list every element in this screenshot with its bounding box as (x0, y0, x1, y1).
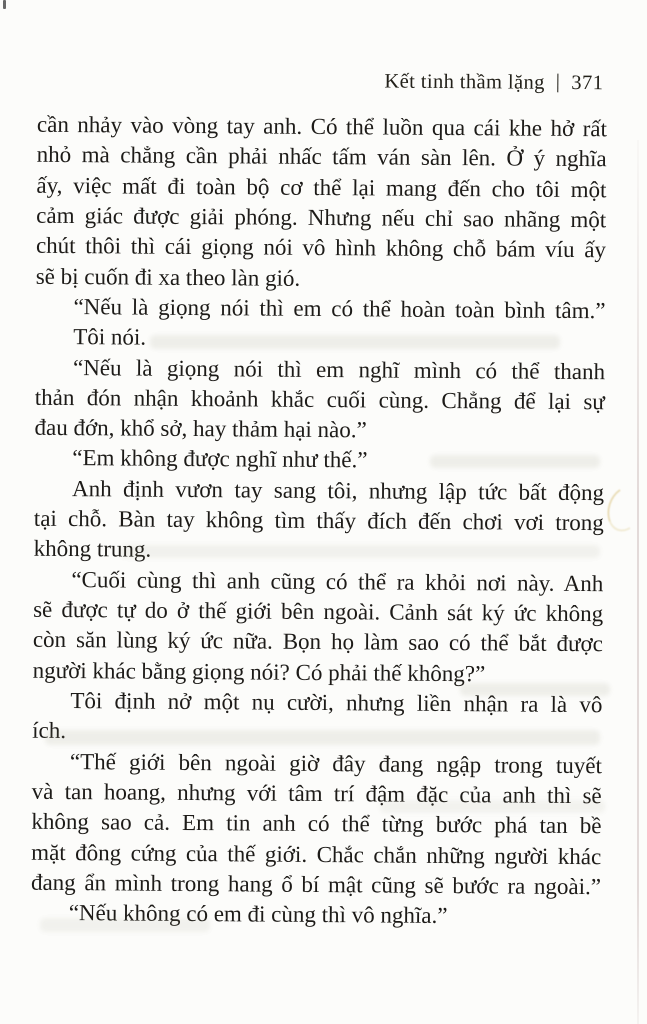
running-title: Kết tinh thầm lặng (384, 70, 545, 94)
body-line-24: không sao cả. Em tin anh có thể từng bước phá tan bề (31, 808, 602, 839)
body-line-16: “Cuối cùng thì anh cũng có thể ra khỏi nơi này. Anh (71, 566, 604, 596)
body-line-1: cần nhảy vào vòng tay anh. Có thể luồn qua cái khe hở rất (36, 111, 608, 142)
body-line-14: tại chỗ. Bàn tay không tìm thấy đích đến chơi vơi trong (33, 505, 604, 536)
body-line-20: Tôi định nở một nụ cười, nhưng liền nhận ra là vô (70, 687, 603, 718)
body-line-21: ích. (32, 718, 67, 744)
body-line-9: “Nếu là giọng nói thì em nghĩ mình có thể thanh (72, 354, 606, 384)
body-line-7: “Nếu là giọng nói thì em có thể hoàn toàn bình tâm.” (73, 293, 606, 324)
body-line-2: nhỏ mà chẳng cần phải nhấc tấm ván sàn lên. Ở ý nghĩa (36, 142, 607, 172)
body-line-6: sẽ bị cuốn đi xa theo làn gió. (35, 263, 301, 291)
body-line-3: ấy, việc mất đi toàn bộ cơ thể lại mang đến cho tôi một (36, 172, 607, 202)
body-text-block (31, 110, 607, 933)
body-line-19: người khác bằng giọng nói? Có phải thế không?” (32, 657, 486, 686)
body-line-4: cảm giác được giải phóng. Nhưng nếu chỉ sao nhãng một (36, 202, 607, 233)
running-header (384, 71, 603, 96)
header-separator: | (555, 70, 561, 93)
body-line-25: mặt đông cứng của thế giới. Chắc chắn những người khác (31, 839, 602, 869)
body-line-23: và tan hoang, nhưng với tâm trí đậm đặc của anh thì sẽ (31, 778, 602, 809)
body-line-8: Tôi nói. (73, 324, 147, 350)
body-line-5: chút thôi thì cái giọng nói vô hình không chỗ bám víu ấy (35, 233, 607, 263)
body-line-11: đau đớn, khổ sở, hay thảm hại nào.” (34, 414, 367, 443)
body-line-22: “Thế giới bên ngoài giờ đây đang ngập trong tuyết (69, 748, 603, 778)
page-number: 371 (571, 71, 604, 95)
body-line-18: còn săn lùng ký ức nữa. Bọn họ làm sao có thể bắt được (32, 627, 603, 657)
body-line-17: sẽ được tự do ở thế giới bên ngoài. Cảnh sát ký ức không (33, 596, 604, 627)
body-line-12: “Em không được nghĩ như thế.” (72, 445, 368, 473)
body-line-15: không trung. (33, 536, 152, 563)
body-line-13: Anh định vươn tay sang tôi, nhưng lập tức bất động (72, 475, 605, 505)
body-line-10: thản đón nhận khoảnh khắc cuối cùng. Chẳng để lại sự (34, 384, 605, 415)
body-line-26: đang ẩn mình trong hang ổ bí mật cũng sẽ bước ra ngoài.” (30, 869, 602, 900)
body-line-27: “Nếu không có em đi cùng thì vô nghĩa.” (68, 900, 448, 929)
